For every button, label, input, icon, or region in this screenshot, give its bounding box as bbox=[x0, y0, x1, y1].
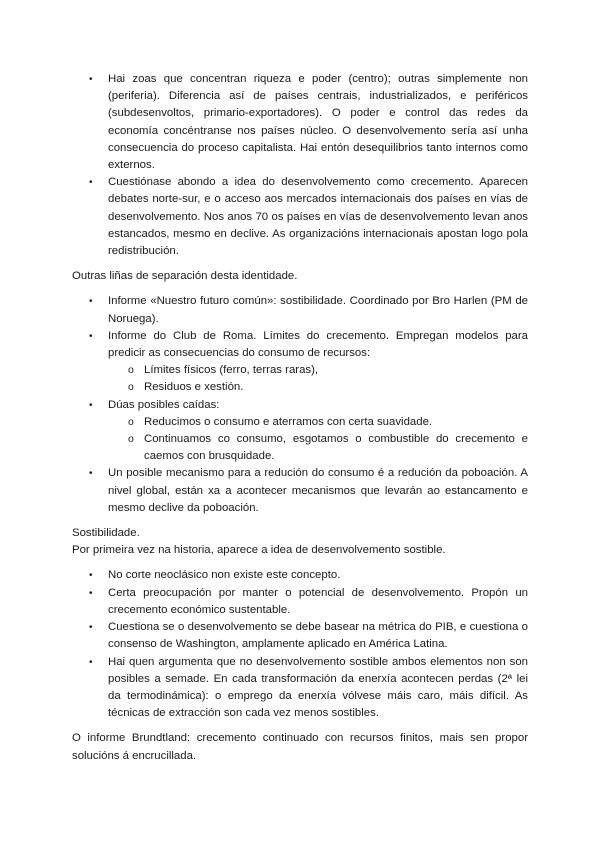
list-item bbox=[72, 465, 528, 517]
list-item bbox=[72, 585, 528, 619]
bullet-icon: • bbox=[89, 330, 93, 342]
document-page bbox=[72, 71, 528, 765]
list-item bbox=[72, 174, 528, 260]
bullet-icon: • bbox=[89, 656, 93, 668]
bullet-list-separation-lines bbox=[72, 293, 528, 517]
sub-bullet-icon: o bbox=[128, 381, 134, 394]
bullet-icon: • bbox=[89, 177, 93, 189]
list-item bbox=[72, 71, 528, 174]
sub-list-item bbox=[108, 414, 528, 431]
sub-list-item bbox=[108, 431, 528, 465]
bullet-icon: • bbox=[89, 296, 93, 308]
bullet-icon: • bbox=[89, 399, 93, 411]
sub-list-falls bbox=[108, 414, 528, 466]
bullet-icon: • bbox=[89, 570, 93, 582]
paragraph-other-lines: Outras liñas de separación desta identidade. bbox=[72, 270, 298, 283]
sub-bullet-icon: o bbox=[128, 433, 134, 446]
bullet-list-centre-periphery bbox=[72, 71, 528, 260]
sub-bullet-icon: o bbox=[128, 364, 134, 377]
sub-list-item-text: Reducimos o consumo e aterramos con certa suavidade. bbox=[144, 415, 433, 428]
list-item bbox=[72, 654, 528, 723]
list-item-text: Hai quen argumenta que no desenvolvemento sostible ambos elementos non son posibles a semade. En cada transformación da enerxía acontecen perdas (2ª lei da termodinámica): o emprego da enerxía vólvese máis caro, máis difícil. As técnicas de extracción son cada vez menos sostibles. bbox=[108, 655, 528, 720]
paragraph-brundtland: O informe Brundtland: crecemento continuado con recursos finitos, mais sen propor solucións á encrucillada. bbox=[72, 732, 528, 762]
sub-list-item-text: Continuamos co consumo, esgotamos o combustible do crecemento e caemos con brusquidade. bbox=[144, 433, 528, 463]
bullet-icon: • bbox=[89, 74, 93, 85]
list-item-text: Cuestiona se o desenvolvemento se debe basear na métrica do PIB, e cuestiona o consenso de Washington, amplamente aplicado en América Latina. bbox=[108, 621, 528, 651]
sub-bullet-icon: o bbox=[128, 415, 134, 428]
list-item bbox=[72, 619, 528, 653]
bullet-icon: • bbox=[89, 468, 93, 480]
sub-list-item-text: Residuos e xestión. bbox=[144, 381, 244, 394]
sub-list-item bbox=[108, 362, 528, 379]
sub-list-item bbox=[108, 379, 528, 396]
list-item bbox=[72, 328, 528, 397]
paragraph-sustainable-development: Por primeira vez na historia, aparece a idea de desenvolvemento sostible. bbox=[72, 544, 446, 557]
list-item-text: Hai zoas que concentran riqueza e poder (centro); outras simplemente non (periferia). Diferencia así de países centrais, industrializados, e periféricos (subdesenvoltos, primario-exportadores). O poder e control das redes da economía concéntranse nos países núcleo. O desenvolvemento sería así unha consecuencia do proceso capitalista. Hai entón desequilibrios tanto internos como externos. bbox=[108, 73, 528, 172]
list-item-text: Certa preocupación por manter o potencial de desenvolvemento. Propón un crecemento económico sustentable. bbox=[108, 586, 528, 616]
bullet-icon: • bbox=[89, 587, 93, 599]
list-item-text: Informe do Club de Roma. Límites do crecemento. Empregan modelos para predicir as consecuencias do consumo de recursos: bbox=[108, 329, 528, 360]
section-heading-sustainability: Sostibilidade. bbox=[72, 527, 140, 540]
list-item bbox=[72, 293, 528, 327]
sub-list-limits bbox=[108, 362, 528, 396]
list-item-text: Cuestiónase abondo a idea do desenvolvemento como crecemento. Aparecen debates norte-sur, e o acceso aos mercados internacionais dos países en vías de desenvolvemento. Nos anos 70 os países en vías de desenvolvemento levan anos estancados, mesmo en declive. As organizacións internacionais apostan logo pola redistribución. bbox=[108, 176, 528, 258]
list-item bbox=[72, 397, 528, 466]
sub-list-item-text: Límites físicos (ferro, terras raras), bbox=[144, 364, 319, 377]
bullet-icon: • bbox=[89, 622, 93, 634]
list-item-text: No corte neoclásico non existe este concepto. bbox=[108, 569, 341, 582]
list-item-text: Informe «Nuestro futuro común»: sostibilidade. Coordinado por Bro Harlen (PM de Noruega). bbox=[108, 295, 528, 325]
list-item-text: Dúas posibles caídas: bbox=[108, 398, 220, 411]
bullet-list-sustainability bbox=[72, 567, 528, 722]
list-item bbox=[72, 567, 528, 584]
list-item-text: Un posible mecanismo para a redución do consumo é a redución da poboación. A nivel global, están xa a acontecer mecanismos que levarán ao estancamento e mesmo declive da poboación. bbox=[108, 467, 528, 514]
